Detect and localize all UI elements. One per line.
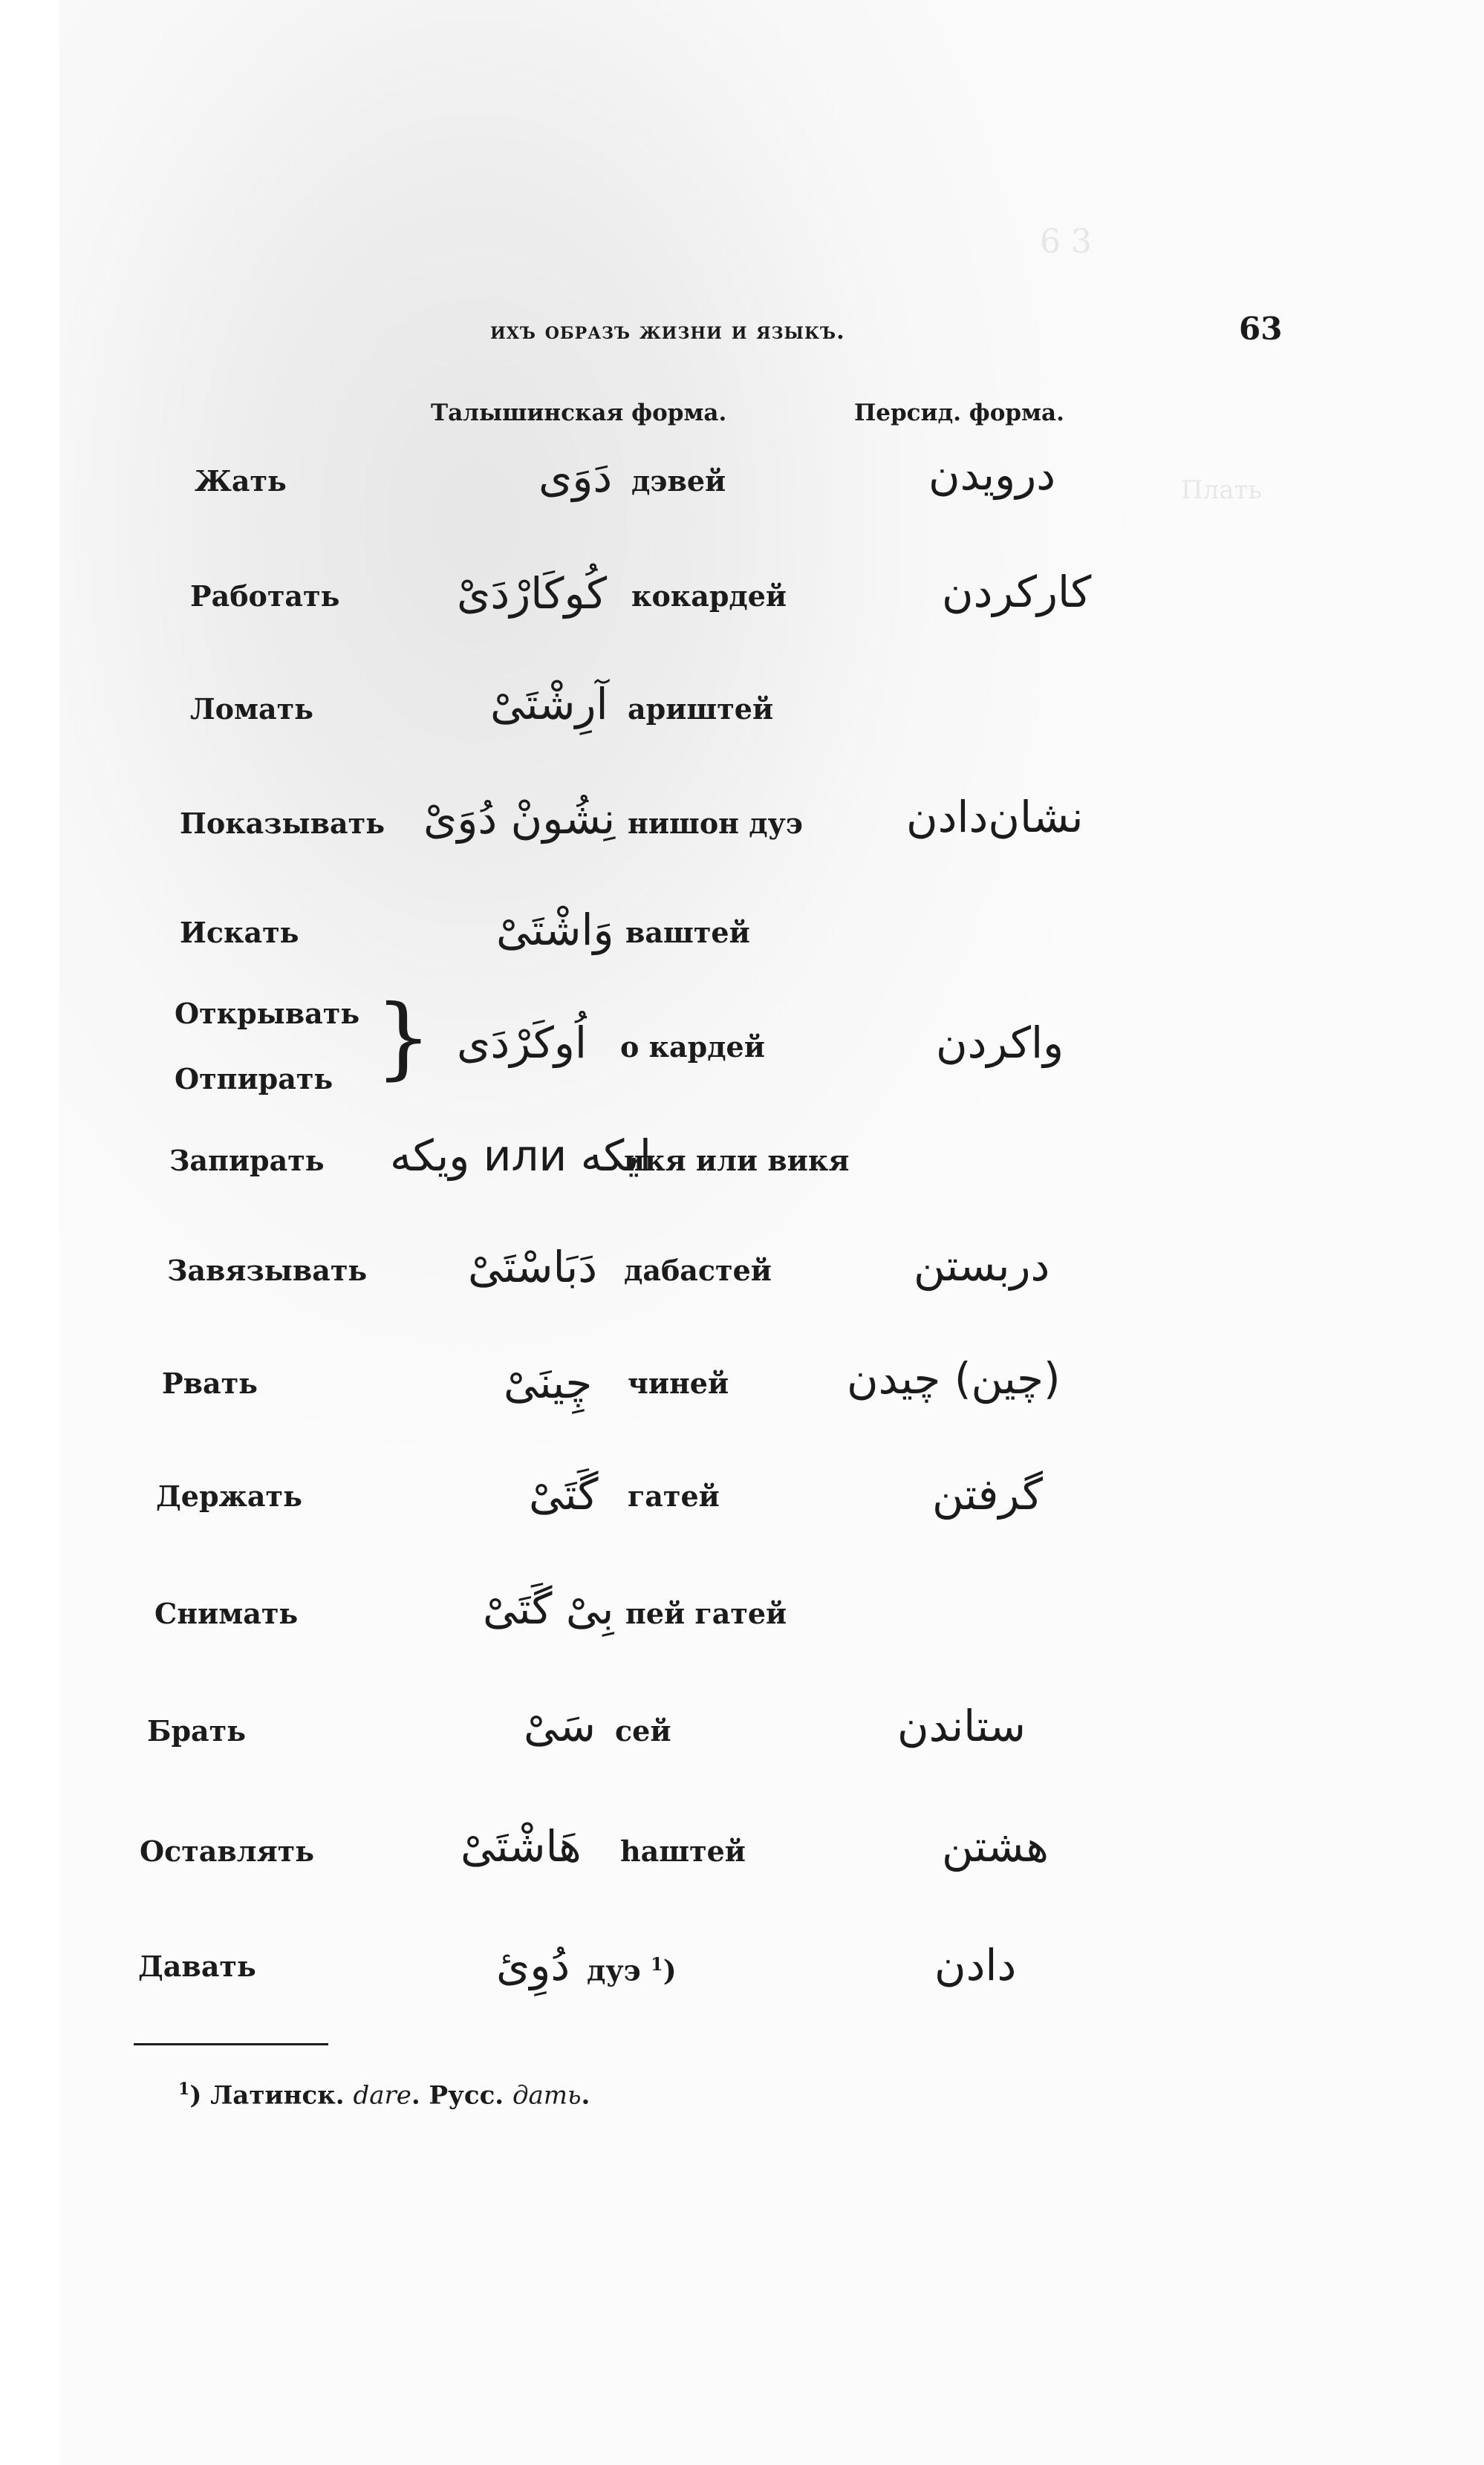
russian-word: Рвать [162,1367,258,1400]
footnote-text: . Русс. [411,2080,512,2111]
russian-word-synonym: Отпирать [175,1062,333,1095]
talysh-arabic: دَبَاسْتَیْ [468,1242,598,1292]
curly-brace: } [375,986,432,1090]
talysh-transliteration: нишон дуэ [628,807,804,840]
persian-form: گرفتن [932,1469,1043,1520]
russian-word: Брать [147,1714,246,1748]
talysh-arabic: وَاشْتَیْ [496,905,614,955]
bleed-through: Плать [1181,475,1262,505]
talysh-arabic: سَیْ [524,1701,596,1751]
russian-word: Завязывать [167,1254,368,1287]
footnote-reference: 1 [651,1953,663,1975]
column-header-persian: Персид. форма. [854,400,1064,426]
talysh-transliteration: о кардей [620,1030,765,1064]
bleed-through: 6 3 [1040,223,1092,261]
talysh-arabic: چِینَیْ [504,1358,593,1408]
talysh-arabic: اُوکَرْدَی [457,1017,587,1068]
talysh-arabic: آرِشْتَیْ [490,679,608,729]
page-number: 63 [1239,310,1283,347]
talysh-arabic: هَاشْتَیْ [461,1821,582,1872]
talysh-transliteration: сей [615,1714,671,1748]
persian-form: درويدن [928,449,1056,500]
talysh-transliteration: һаштей [620,1834,746,1868]
persian-form: ستاندن [897,1701,1026,1751]
scan-margin [0,0,59,2465]
transliteration-text: дуэ [587,1953,641,1987]
talysh-arabic: نِشُونْ دُوَیْ [423,793,616,844]
persian-form: دربستن [914,1240,1050,1291]
persian-form: واکردن [936,1017,1064,1068]
persian-form: کارکردن [942,567,1092,617]
russian-word: Снимать [154,1597,299,1630]
russian-word: Открывать [175,997,360,1030]
footnote-russian-word: дать [512,2080,582,2111]
talysh-transliteration: ваштей [625,916,750,949]
talysh-arabic: بِیْ گَتَیْ [483,1583,614,1634]
talysh-transliteration: чиней [628,1367,729,1400]
footnote-reference-paren: ) [663,1953,677,1987]
russian-word: Держать [156,1479,302,1513]
persian-form: هشتن [942,1821,1049,1872]
russian-word: Давать [138,1950,256,1983]
footnote-text: . [581,2080,590,2111]
russian-word: Показывать [180,807,385,840]
talysh-arabic: دَوَی [538,452,613,502]
talysh-transliteration: ариштей [628,692,774,726]
footnote-rule [134,2043,328,2045]
running-header: ихъ образъ жизни и языкъ. [490,318,845,345]
persian-form: دادن [934,1940,1017,1990]
talysh-arabic: دُوِئ [496,1940,570,1990]
column-header-talysh: Талышинская форма. [431,400,727,426]
footnote-marker: 1 [178,2080,190,2099]
talysh-transliteration: гатей [628,1479,720,1513]
footnote-latin-word: dare [353,2080,411,2111]
talysh-transliteration: кокардей [631,579,787,613]
russian-word: Искать [180,916,299,949]
russian-word: Жать [195,464,287,498]
footnote-text: ) Латинск. [189,2080,354,2111]
talysh-transliteration [587,1953,677,1987]
russian-word: Оставлять [140,1834,315,1868]
russian-word: Запирать [169,1144,325,1177]
talysh-arabic: کُوکَارْدَیْ [457,568,608,619]
russian-word: Ломать [190,692,313,726]
talysh-transliteration: пей гатей [625,1597,787,1630]
talysh-transliteration: икя или викя [624,1144,850,1177]
talysh-arabic: گَتَیْ [529,1469,599,1520]
talysh-transliteration: дэвей [631,464,726,498]
persian-form: نشان‌دادن [906,792,1084,842]
footnote [178,2080,590,2110]
russian-word: Работать [190,579,340,613]
persian-form: (چين) چيدن [847,1353,1061,1404]
talysh-arabic: ايکه или ويکه [390,1130,652,1181]
talysh-transliteration: дабастей [624,1254,772,1287]
